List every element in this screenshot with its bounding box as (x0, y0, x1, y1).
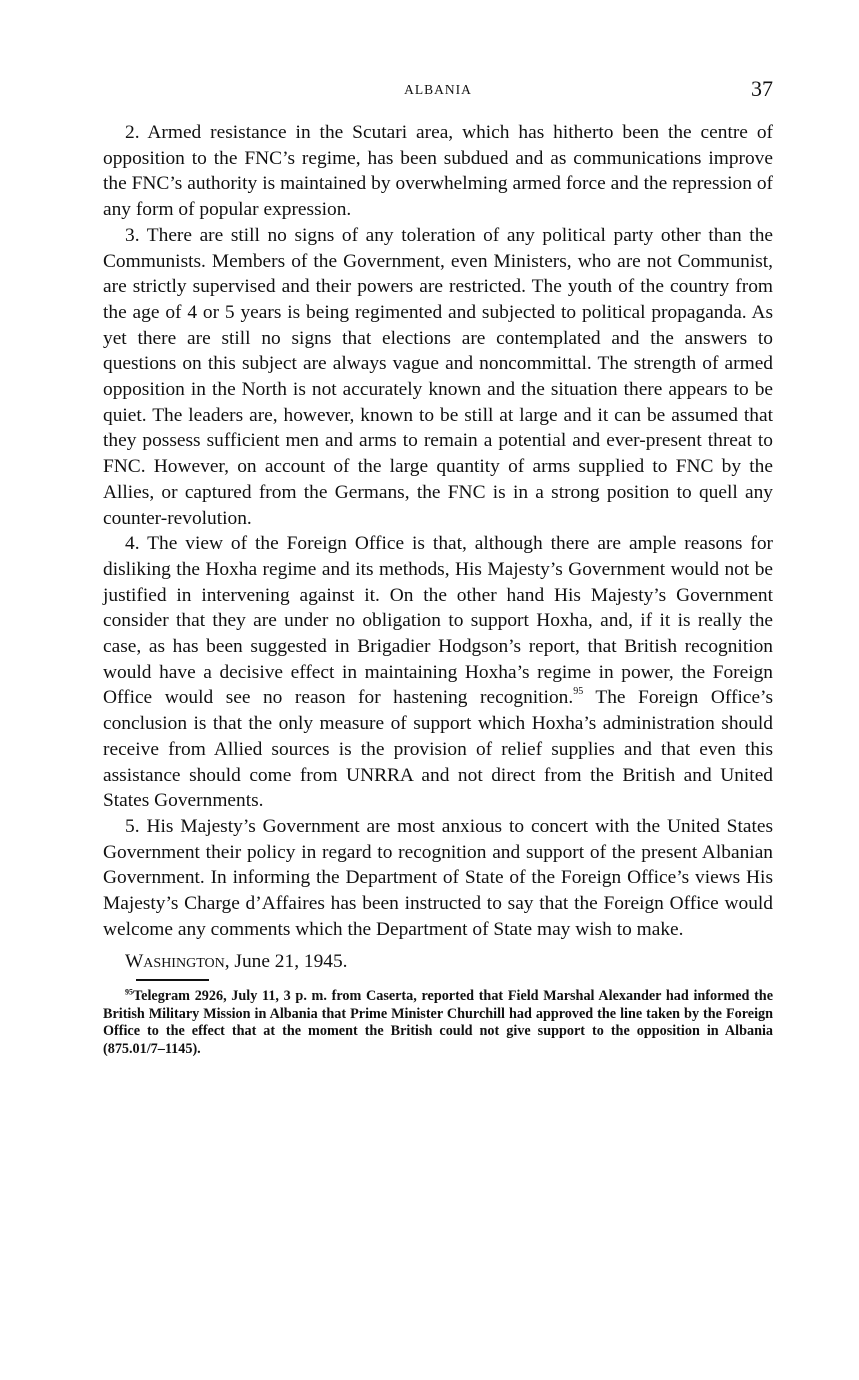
footnote-divider (136, 979, 209, 981)
paragraph-text: There are still no signs of any toleration of any political party other than the Communists. Members of the Government, even Ministers, who are not Communist, are strictly supervised and their powers are restricted. The youth of the country from the age of 4 or 5 years is being regimented and subjected to political propaganda. As yet there are still no signs that elections are contemplated and the answers to questions on this subject are always vague and noncommittal. The strength of armed opposition in the North is not accurately known and the situation there appears to be quiet. The leaders are, however, known to be still at large and it can be assumed that they possess sufficient men and arms to remain a potential and ever-present threat to FNC. However, on account of the large quantity of arms supplied to FNC by the Allies, or captured from the Germans, the FNC is in a strong position to quell any counter-revolution. (103, 224, 773, 529)
paragraph-4 (103, 531, 773, 814)
paragraph-number: 4. (125, 533, 140, 555)
page-number: 37 (751, 76, 773, 101)
paragraph-number: 5. (125, 815, 140, 837)
signature-place: Washington (125, 950, 225, 972)
paragraph-5 (103, 814, 773, 943)
footnote-marker: 95 (125, 987, 133, 997)
paragraph-text: His Majesty’s Government are most anxious to concert with the United States Government their policy in regard to recognition and support of the present Albanian Government. In informing the Department of State of the Foreign Office’s views His Majesty’s Charge d’Affaires has been instructed to say that the Foreign Office would welcome any comments which the Department of State may wish to make. (103, 815, 773, 940)
paragraph-text: The view of the Foreign Office is that, although there are ample reasons for disliking the Hoxha regime and its methods, His Majesty’s Government would not be justified in intervening against it. On the other hand His Majesty’s Government consider that they are under no obligation to support Hoxha, and, if it is really the case, as has been suggested in Brigadier Hodgson’s report, that British recognition would have a decisive effect in maintaining Hoxha’s regime in power, the Foreign Office would see no reason for hastening recognition. (103, 533, 774, 709)
signature-date: , June 21, 1945. (224, 950, 348, 972)
paragraph-text-continued: The Foreign Office’s conclusion is that the only measure of support which Hoxha’s administration should receive from Allied sources is the provision of relief supplies and that even this assistance should come from UNRRA and not direct from the British and United States Governments. (103, 687, 773, 812)
footnote (103, 988, 773, 1058)
paragraph-2 (103, 120, 773, 223)
paragraph-number: 2. (125, 122, 140, 143)
footnote-text: Telegram 2926, July 11, 3 p. m. from Caserta, reported that Field Marshal Alexander had informed the British Military Mission in Albania that Prime Minister Churchill had approved the line taken by the Foreign Office to the effect that at the moment the British could not give support to the opposition in Albania (875.01/7–1145). (103, 988, 773, 1057)
signature-line (103, 949, 773, 975)
body-text (103, 120, 773, 974)
paragraph-3 (103, 223, 773, 531)
document-page (103, 76, 773, 1059)
footnote-reference: 95 (573, 686, 584, 697)
paragraph-number: 3. (125, 224, 140, 246)
running-title: ALBANIA (404, 82, 472, 97)
paragraph-text: Armed resistance in the Scutari area, which has hitherto been the centre of opposition to the FNC’s regime, has been subdued and as communications improve the FNC’s authority is maintained by overwhelming armed force and the repression of any form of popular expression. (103, 122, 773, 221)
page-header (103, 76, 773, 106)
